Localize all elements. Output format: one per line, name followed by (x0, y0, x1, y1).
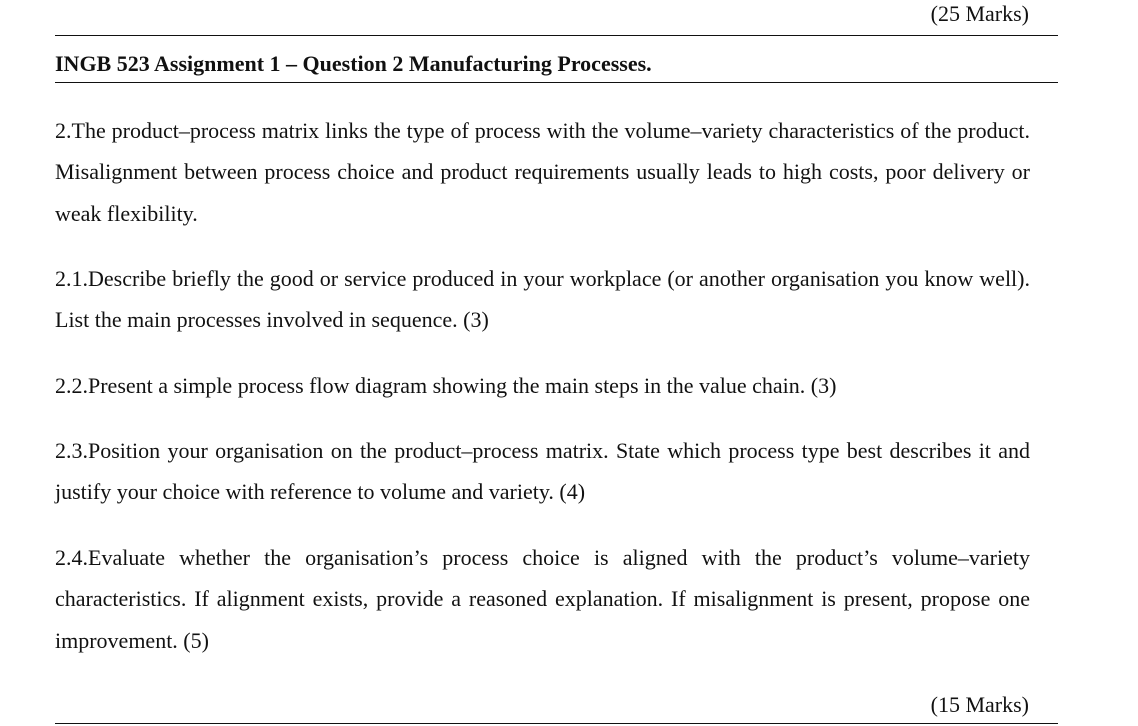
section-marks-label: (15 Marks) (930, 692, 1029, 717)
divider-under-title (55, 82, 1058, 83)
question-2-3: 2.3.Position your organisation on the product–process matrix. State which process type best describes it and justify your choice with reference to volume and variety. (4) (55, 438, 1030, 505)
divider-top (55, 35, 1058, 36)
question-2-4: 2.4.Evaluate whether the organisation’s process choice is aligned with the product’s volume–variety characteristics. If alignment exists, provide a reasoned explanation. If misalignment is present, propose one improvement. (5) (55, 545, 1030, 653)
assignment-title: INGB 523 Assignment 1 – Question 2 Manufacturing Processes. (55, 51, 652, 76)
question-2-1: 2.1.Describe briefly the good or service produced in your workplace (or another organisation you know well). List the main processes involved in sequence. (3) (55, 266, 1030, 333)
question-2-2: 2.2.Present a simple process flow diagram showing the main steps in the value chain. (3) (55, 373, 837, 398)
total-marks-label: (25 Marks) (930, 1, 1029, 26)
divider-bottom (55, 723, 1058, 724)
question-intro: 2.The product–process matrix links the type of process with the volume–variety characteristics of the product. Misalignment between process choice and product requirements usually leads to high costs, poor delivery or weak flexibility. (55, 118, 1030, 226)
document-page (55, 0, 1058, 726)
